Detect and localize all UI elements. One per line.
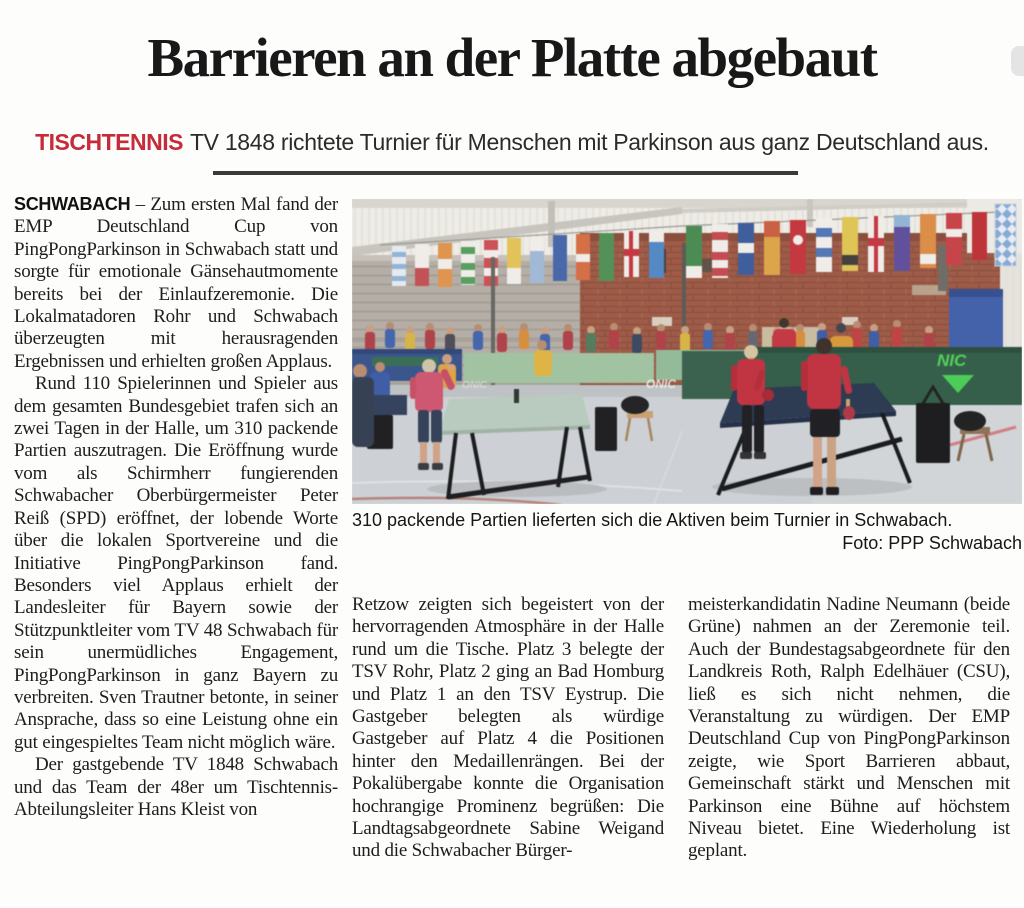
paragraph: meisterkandidatin Nadine Neumann (beide Grüne) nahmen an der Zeremonie teil. Auch der Bundestagsabgeordnete für den Landkreis Roth, Ralph Edelhäuer (CSU), ließ es sich nicht nehmen, die Veranstaltung zu würdigen. Der EMP Deutschland Cup von PingPongParkinson zeigte, wie Sport Barrieren abbaut, Gemeinschaft stärkt und Menschen mit Parkinson eine Bühne auf höchstem Niveau bietet. Eine Wiederholung ist geplant.	[688, 594, 1010, 862]
barrier-brand-right-text: NIC	[937, 351, 967, 370]
kicker	[0, 129, 1024, 156]
headline: Barrieren an der Platte abgebaut	[147, 27, 877, 88]
photo-credit: Foto: PPP Schwabach	[842, 533, 1022, 553]
kicker-text: TV 1848 richtete Turnier für Menschen mit Parkinson aus ganz Deutschland aus.	[189, 129, 989, 155]
article-column-2	[352, 594, 664, 863]
barrier-brand-center-text: ONIC	[646, 377, 676, 391]
paragraph-lead	[14, 193, 338, 373]
photo-tint-overlay	[352, 199, 1022, 504]
paragraph-lead-text: – Zum ersten Mal fand der EMP Deutschland Cup von PingPongParkinson in Schwabach statt und sorgte für emotionale Gänsehautmomente bereits bei der Einlaufzeremonie. Die Lokalmatadoren Rohr und Schwabach überzeugten mit herausragenden Ergebnissen und erhielten großen Applaus.	[14, 194, 338, 372]
dateline: SCHWABACH	[14, 194, 131, 214]
paragraph: Rund 110 Spielerinnen und Spieler aus dem gesamten Bundesgebiet trafen sich an zwei Tagen in der Halle, um 310 packende Partien auszutragen. Die Eröffnung wurde vom als Schirmherr fungierenden Schwabacher Oberbürgermeister Peter Reiß (SPD) eröffnet, der lobende Worte über die lokalen Sportvereine und die Initiative PingPongParkinson fand. Besonders viel Applaus erhielt der Landesleiter für Bayern sowie der Stützpunktleiter vom TV 48 Schwabach für sein unermüdliches Engagement, PingPongParkinson in ganz Bayern zu verbreiten. Sven Trautner betonte, in seiner Ansprache, dass so eine Leistung ohne ein gut eingespieltes Team nicht möglich wäre.	[14, 373, 338, 753]
article-column-1	[14, 193, 338, 821]
paragraph: Der gastgebende TV 1848 Schwabach und das Team der 48er um Tischtennis-Abteilungsleiter Hans Kleist von	[14, 754, 338, 820]
photo-caption-block	[352, 509, 1022, 554]
article-photo	[352, 199, 1022, 504]
divider-rule	[213, 171, 798, 175]
barrier-brand-center-left-text: ONIC	[462, 380, 487, 391]
photo-illustration	[352, 199, 1022, 504]
article-column-3	[688, 594, 1010, 863]
photo-caption: 310 packende Partien lieferten sich die Aktiven beim Turnier in Schwabach.	[352, 510, 953, 530]
paragraph: Retzow zeigten sich begeistert von der hervorragenden Atmosphäre in der Halle rund um die Tische. Platz 3 belegte der TSV Rohr, Platz 2 ging an Bad Homburg und Platz 1 an den TSV Eystrup. Die Gastgeber belegten als würdige Gastgeber auf Platz 4 die Positionen hinter den Medaillenrängen. Bei der Pokalübergabe konnte die Organisation hochrangige Prominenz begrüßen: Die Landtagsabgeordnete Sabine Weigand und die Schwabacher Bürger-	[352, 594, 664, 862]
kicker-label: TISCHTENNIS	[35, 129, 183, 155]
